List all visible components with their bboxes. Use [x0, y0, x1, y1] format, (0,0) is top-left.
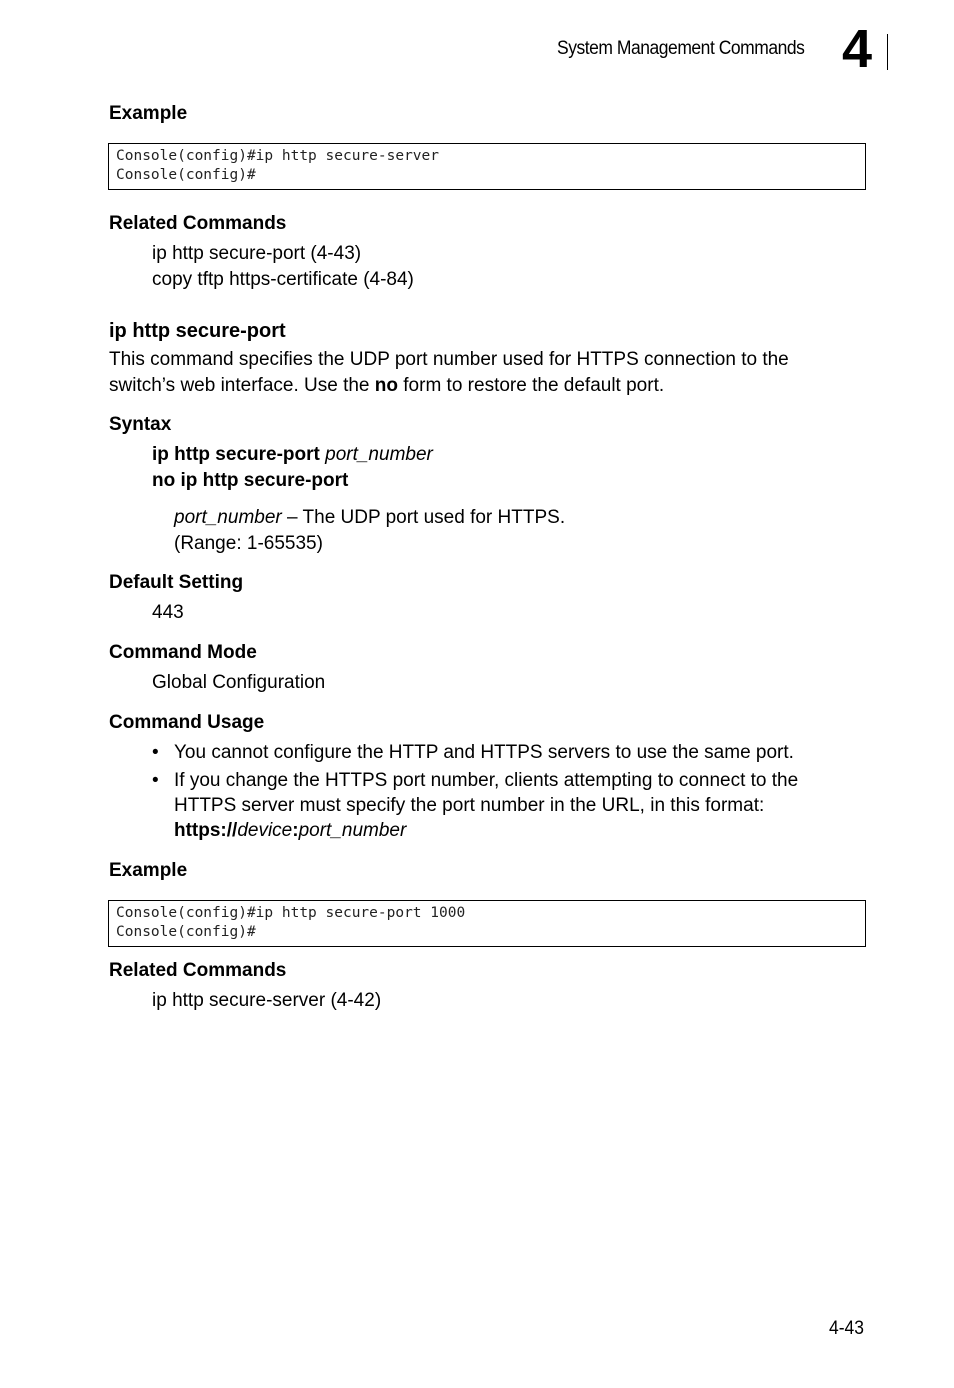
- syntax-line: [152, 444, 433, 466]
- code-block: [108, 143, 866, 190]
- code-line: Console(config)#: [116, 924, 256, 940]
- usage-bullet-2-line2: HTTPS server must specify the port number in the URL, in this format:: [174, 795, 765, 816]
- related-command-item: copy tftp https-certificate (4-84): [152, 269, 414, 290]
- example-heading: Example: [109, 103, 188, 124]
- running-header: System Management Commands: [557, 38, 805, 59]
- code-line: Console(config)#ip http secure-port 1000: [116, 905, 466, 921]
- parameter-description: [174, 507, 565, 529]
- related-commands-heading: Related Commands: [109, 213, 287, 234]
- command-description-line1: This command specifies the UDP port number used for HTTPS connection to the: [109, 349, 789, 370]
- related-command-item: ip http secure-server (4-42): [152, 990, 382, 1011]
- syntax-no-line: [152, 470, 348, 492]
- url-port: port_number: [298, 820, 407, 841]
- parameter-name: port_number: [174, 507, 282, 528]
- description-text: form to restore the default port.: [398, 375, 665, 396]
- parameter-range: (Range: 1-65535): [174, 533, 323, 554]
- default-setting-value: 443: [152, 602, 184, 623]
- usage-bullet-2-line1: If you change the HTTPS port number, clients attempting to connect to the: [174, 770, 799, 791]
- description-no-keyword: no: [374, 375, 398, 396]
- parameter-text: – The UDP port used for HTTPS.: [281, 507, 566, 528]
- chapter-divider: [887, 34, 888, 70]
- syntax-parameter: port_number: [325, 444, 433, 465]
- related-command-item: ip http secure-port (4-43): [152, 243, 362, 264]
- url-format: [174, 820, 406, 842]
- page-number: 4-43: [829, 1318, 864, 1339]
- command-title: ip http secure-port: [109, 320, 286, 342]
- command-mode-value: Global Configuration: [152, 672, 326, 693]
- code-line: Console(config)#ip http secure-server: [116, 148, 440, 164]
- syntax-no-command: no ip http secure-port: [152, 470, 349, 491]
- code-block: [108, 900, 866, 947]
- bullet-marker: •: [152, 742, 159, 763]
- example-heading: Example: [109, 860, 188, 881]
- bullet-marker: •: [152, 770, 159, 791]
- syntax-heading: Syntax: [109, 414, 172, 435]
- usage-bullet-1: You cannot configure the HTTP and HTTPS servers to use the same port.: [174, 742, 794, 763]
- description-text: switch’s web interface. Use the: [109, 375, 375, 396]
- url-colon: :: [292, 820, 299, 841]
- command-usage-heading: Command Usage: [109, 712, 265, 733]
- url-scheme: https://: [174, 820, 238, 841]
- url-device: device: [237, 820, 293, 841]
- command-mode-heading: Command Mode: [109, 642, 257, 663]
- command-description-line2: [109, 373, 664, 399]
- related-commands-heading: Related Commands: [109, 960, 287, 981]
- syntax-command: ip http secure-port: [152, 444, 320, 465]
- code-line: Console(config)#: [116, 167, 256, 183]
- chapter-number: 4: [842, 19, 873, 79]
- default-setting-heading: Default Setting: [109, 572, 244, 593]
